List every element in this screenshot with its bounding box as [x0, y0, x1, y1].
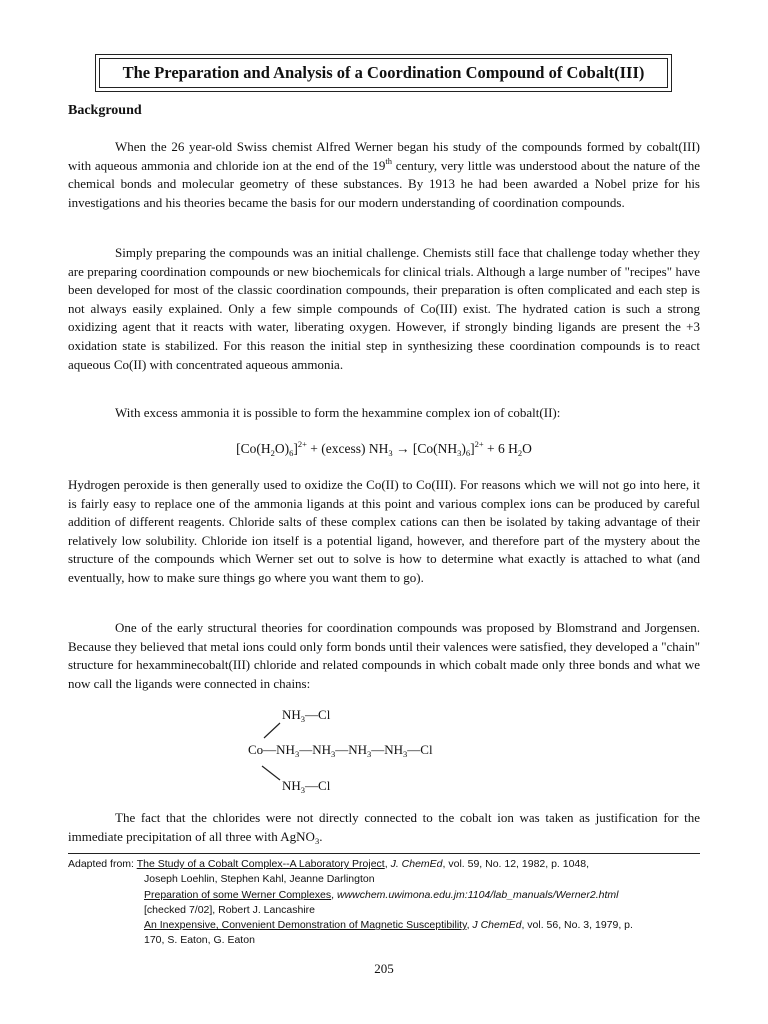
footnote-divider	[68, 853, 700, 854]
reference-3: An Inexpensive, Convenient Demonstration of Magnetic Susceptibility, J ChemEd, vol. 56, No. 3, 1979, p.	[144, 919, 633, 932]
reaction-equation: $[Co(H_2O)_6]^{2+}$ + (excess) $NH_3 \to [Co(NH_3)_6]^{2+} + 6$ $H_2O$	[236, 439, 532, 458]
structure-main-chain: $Co—NH_3—NH_3—NH_3—NH_3—Cl$	[248, 742, 433, 759]
p1-text-a: When the 26 year-old Swiss chemist Alfred Werner began his study of the compounds formed by cobalt(III) with aqueous ammonia and chloride ion at the end of the 19	[68, 139, 700, 173]
paragraph-4: Hydrogen peroxide is then generally used to oxidize the Co(II) to Co(III). For reasons which we will not go into here, it is fairly easy to replace one of the ammonia ligands at this point and various complex ions can be produced by careful addition of different reagents. Chloride salts of these complex cations can then be isolated by taking advantage of their relatively low solubility. Chloride ion itself is a potential ligand, however, and therefore part of the mystery about the structure of the compounds which Werner set out to solve is how to determine what exactly is attached to what (and eventually, how to make sure things go where you want them to go).	[68, 477, 700, 585]
paragraph-1	[68, 138, 700, 212]
paragraph-5: One of the early structural theories for coordination compounds was proposed by Blomstrand and Jorgensen. Because they believed that metal ions could only form bonds until their valences were satisfied, they developed a "chain" structure for hexamminecobalt(III) chloride and related compounds in which cobalt made only three bonds and what we now call the ligands were connected in chains:	[68, 620, 700, 691]
p1-text-b: century, very little was understood about the nature of the chemical bonds and molecular geometry of these substances. By 1913 he had been awarded a Nobel prize for his investigations and his theories became the basis for our modern understanding of coordination compounds.	[68, 157, 700, 210]
structure-bottom-label: $NH_3—Cl$	[282, 778, 331, 795]
p1-superscript: th	[385, 155, 392, 166]
section-heading: Background	[68, 103, 142, 118]
reference-1-authors: Joseph Loehlin, Stephen Kahl, Jeanne Darlington	[144, 873, 375, 886]
reference-1: Adapted from: The Study of a Cobalt Complex--A Laboratory Project, J. ChemEd, vol. 59, No. 12, 1982, p. 1048,	[68, 858, 590, 870]
chain-structure-diagram	[225, 700, 485, 800]
lower-bond-line	[262, 766, 280, 780]
structure-top-label: $NH_3—Cl$	[282, 707, 331, 724]
reference-3-details: 170, S. Eaton, G. Eaton	[144, 934, 255, 947]
page-number: 205	[374, 961, 394, 976]
paragraph-6: The fact that the chlorides were not directly connected to the cobalt ion was taken as justification for the immediate precipitation of all three with AgNO$_3$.	[68, 810, 700, 846]
paragraph-2: Simply preparing the compounds was an initial challenge. Chemists still face that challenge today whether they are preparing coordination compounds or new biochemicals for clinical trials. Although a large number of "recipes" have been developed for most of the classic coordination compounds, their preparation is often complicated and each step is not always easily explained. Only a few simple compounds of Co(III) exist. The hydrated cation is such a strong oxidizing agent that it reacts with water, liberating oxygen. However, if strongly binding ligands are present the +3 oxidation state is stabilized. For this reason the initial step in synthesizing these coordination compounds is to react aqueous Co(II) with concentrated aqueous ammonia.	[68, 245, 700, 372]
upper-bond-line	[264, 723, 280, 738]
references	[68, 857, 708, 949]
document-title: The Preparation and Analysis of a Coordination Compound of Cobalt(III)	[99, 58, 668, 88]
reference-2-details: [checked 7/02], Robert J. Lancashire	[144, 903, 316, 916]
reference-2: Preparation of some Werner Complexes, wwwchem.uwimona.edu.jm:1104/lab_manuals/Werner2.html	[144, 888, 619, 901]
title-box	[95, 54, 672, 92]
paragraph-3: With excess ammonia it is possible to form the hexammine complex ion of cobalt(II):	[115, 405, 561, 420]
